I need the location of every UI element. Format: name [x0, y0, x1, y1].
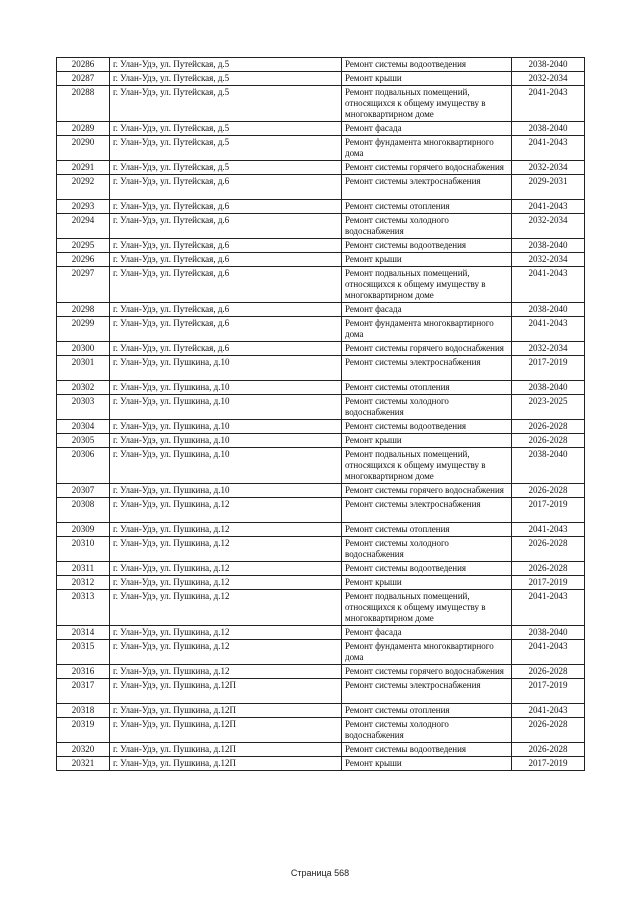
- period-cell: 2038-2040: [512, 303, 585, 317]
- work-type-cell: Ремонт подвальных помещений, относящихся к общему имуществу в многоквартирном доме: [342, 86, 512, 122]
- address-cell: г. Улан-Удэ, ул. Пушкина, д.12: [110, 562, 342, 576]
- work-type-cell: Ремонт системы электроснабжения: [342, 356, 512, 381]
- table-row: [57, 757, 585, 771]
- row-number: 20311: [57, 562, 110, 576]
- address-cell: г. Улан-Удэ, ул. Пушкина, д.10: [110, 434, 342, 448]
- works-table: [56, 57, 585, 771]
- table-row: [57, 590, 585, 626]
- address-cell: г. Улан-Удэ, ул. Пушкина, д.12: [110, 590, 342, 626]
- table-row: [57, 562, 585, 576]
- period-cell: 2038-2040: [512, 239, 585, 253]
- address-cell: г. Улан-Удэ, ул. Пушкина, д.10: [110, 356, 342, 381]
- table-row: [57, 253, 585, 267]
- period-cell: 2038-2040: [512, 58, 585, 72]
- row-number: 20289: [57, 122, 110, 136]
- row-number: 20316: [57, 665, 110, 679]
- period-cell: 2026-2028: [512, 420, 585, 434]
- address-cell: г. Улан-Удэ, ул. Пушкина, д.12: [110, 576, 342, 590]
- row-number: 20288: [57, 86, 110, 122]
- period-cell: 2026-2028: [512, 537, 585, 562]
- table-row: [57, 267, 585, 303]
- row-number: 20320: [57, 743, 110, 757]
- address-cell: г. Улан-Удэ, ул. Пушкина, д.10: [110, 448, 342, 484]
- address-cell: г. Улан-Удэ, ул. Путейская, д.6: [110, 175, 342, 200]
- period-cell: 2038-2040: [512, 122, 585, 136]
- address-cell: г. Улан-Удэ, ул. Путейская, д.6: [110, 253, 342, 267]
- address-cell: г. Улан-Удэ, ул. Путейская, д.6: [110, 200, 342, 214]
- table-row: [57, 86, 585, 122]
- row-number: 20321: [57, 757, 110, 771]
- period-cell: 2041-2043: [512, 704, 585, 718]
- row-number: 20312: [57, 576, 110, 590]
- row-number: 20290: [57, 136, 110, 161]
- row-number: 20286: [57, 58, 110, 72]
- table-row: [57, 743, 585, 757]
- row-number: 20309: [57, 523, 110, 537]
- table-row: [57, 523, 585, 537]
- period-cell: 2038-2040: [512, 448, 585, 484]
- period-cell: 2032-2034: [512, 214, 585, 239]
- table-row: [57, 718, 585, 743]
- work-type-cell: Ремонт фасада: [342, 626, 512, 640]
- work-type-cell: Ремонт фундамента многоквартирного дома: [342, 317, 512, 342]
- table-row: [57, 356, 585, 381]
- work-type-cell: Ремонт системы отопления: [342, 704, 512, 718]
- period-cell: 2026-2028: [512, 743, 585, 757]
- address-cell: г. Улан-Удэ, ул. Путейская, д.5: [110, 86, 342, 122]
- period-cell: 2026-2028: [512, 718, 585, 743]
- work-type-cell: Ремонт крыши: [342, 253, 512, 267]
- table-row: [57, 175, 585, 200]
- row-number: 20292: [57, 175, 110, 200]
- table-row: [57, 122, 585, 136]
- period-cell: 2017-2019: [512, 498, 585, 523]
- period-cell: 2038-2040: [512, 381, 585, 395]
- row-number: 20303: [57, 395, 110, 420]
- table-row: [57, 576, 585, 590]
- row-number: 20293: [57, 200, 110, 214]
- row-number: 20313: [57, 590, 110, 626]
- work-type-cell: Ремонт системы электроснабжения: [342, 679, 512, 704]
- period-cell: 2032-2034: [512, 161, 585, 175]
- address-cell: г. Улан-Удэ, ул. Пушкина, д.12: [110, 537, 342, 562]
- page-number: Страница 568: [290, 868, 350, 878]
- period-cell: 2041-2043: [512, 523, 585, 537]
- table-row: [57, 161, 585, 175]
- table-row: [57, 484, 585, 498]
- work-type-cell: Ремонт системы горячего водоснабжения: [342, 484, 512, 498]
- table-row: [57, 665, 585, 679]
- row-number: 20315: [57, 640, 110, 665]
- table-row: [57, 303, 585, 317]
- work-type-cell: Ремонт системы холодного водоснабжения: [342, 537, 512, 562]
- row-number: 20295: [57, 239, 110, 253]
- work-type-cell: Ремонт системы водоотведения: [342, 743, 512, 757]
- period-cell: 2041-2043: [512, 267, 585, 303]
- table-row: [57, 200, 585, 214]
- work-type-cell: Ремонт крыши: [342, 757, 512, 771]
- period-cell: 2041-2043: [512, 640, 585, 665]
- address-cell: г. Улан-Удэ, ул. Пушкина, д.12П: [110, 718, 342, 743]
- address-cell: г. Улан-Удэ, ул. Пушкина, д.12: [110, 498, 342, 523]
- work-type-cell: Ремонт системы отопления: [342, 523, 512, 537]
- period-cell: 2026-2028: [512, 434, 585, 448]
- period-cell: 2017-2019: [512, 356, 585, 381]
- address-cell: г. Улан-Удэ, ул. Путейская, д.6: [110, 267, 342, 303]
- address-cell: г. Улан-Удэ, ул. Путейская, д.5: [110, 122, 342, 136]
- table-row: [57, 498, 585, 523]
- work-type-cell: Ремонт системы холодного водоснабжения: [342, 214, 512, 239]
- address-cell: г. Улан-Удэ, ул. Пушкина, д.10: [110, 484, 342, 498]
- period-cell: 2032-2034: [512, 253, 585, 267]
- period-cell: 2032-2034: [512, 342, 585, 356]
- table-row: [57, 239, 585, 253]
- table-row: [57, 395, 585, 420]
- address-cell: г. Улан-Удэ, ул. Пушкина, д.12П: [110, 679, 342, 704]
- row-number: 20304: [57, 420, 110, 434]
- row-number: 20300: [57, 342, 110, 356]
- address-cell: г. Улан-Удэ, ул. Пушкина, д.10: [110, 420, 342, 434]
- address-cell: г. Улан-Удэ, ул. Пушкина, д.12: [110, 523, 342, 537]
- work-type-cell: Ремонт фундамента многоквартирного дома: [342, 640, 512, 665]
- table-row: [57, 72, 585, 86]
- address-cell: г. Улан-Удэ, ул. Пушкина, д.12: [110, 640, 342, 665]
- row-number: 20317: [57, 679, 110, 704]
- row-number: 20302: [57, 381, 110, 395]
- address-cell: г. Улан-Удэ, ул. Путейская, д.5: [110, 58, 342, 72]
- address-cell: г. Улан-Удэ, ул. Путейская, д.6: [110, 239, 342, 253]
- table-row: [57, 58, 585, 72]
- row-number: 20301: [57, 356, 110, 381]
- address-cell: г. Улан-Удэ, ул. Пушкина, д.12П: [110, 743, 342, 757]
- period-cell: 2017-2019: [512, 757, 585, 771]
- table-row: [57, 640, 585, 665]
- period-cell: 2029-2031: [512, 175, 585, 200]
- row-number: 20306: [57, 448, 110, 484]
- work-type-cell: Ремонт подвальных помещений, относящихся к общему имуществу в многоквартирном доме: [342, 448, 512, 484]
- address-cell: г. Улан-Удэ, ул. Пушкина, д.10: [110, 395, 342, 420]
- address-cell: г. Улан-Удэ, ул. Путейская, д.6: [110, 303, 342, 317]
- work-type-cell: Ремонт системы холодного водоснабжения: [342, 718, 512, 743]
- work-type-cell: Ремонт системы водоотведения: [342, 562, 512, 576]
- period-cell: 2041-2043: [512, 317, 585, 342]
- work-type-cell: Ремонт фасада: [342, 122, 512, 136]
- table-row: [57, 317, 585, 342]
- row-number: 20299: [57, 317, 110, 342]
- address-cell: г. Улан-Удэ, ул. Путейская, д.6: [110, 317, 342, 342]
- row-number: 20308: [57, 498, 110, 523]
- table-row: [57, 136, 585, 161]
- period-cell: 2041-2043: [512, 200, 585, 214]
- row-number: 20287: [57, 72, 110, 86]
- work-type-cell: Ремонт фасада: [342, 303, 512, 317]
- address-cell: г. Улан-Удэ, ул. Пушкина, д.12: [110, 665, 342, 679]
- address-cell: г. Улан-Удэ, ул. Путейская, д.5: [110, 161, 342, 175]
- row-number: 20294: [57, 214, 110, 239]
- work-type-cell: Ремонт крыши: [342, 72, 512, 86]
- work-type-cell: Ремонт системы холодного водоснабжения: [342, 395, 512, 420]
- address-cell: г. Улан-Удэ, ул. Путейская, д.6: [110, 214, 342, 239]
- work-type-cell: Ремонт системы горячего водоснабжения: [342, 342, 512, 356]
- period-cell: 2032-2034: [512, 72, 585, 86]
- table-row: [57, 679, 585, 704]
- table-row: [57, 214, 585, 239]
- work-type-cell: Ремонт системы водоотведения: [342, 420, 512, 434]
- work-type-cell: Ремонт системы горячего водоснабжения: [342, 161, 512, 175]
- table-row: [57, 434, 585, 448]
- table-body: [57, 58, 585, 771]
- row-number: 20296: [57, 253, 110, 267]
- address-cell: г. Улан-Удэ, ул. Пушкина, д.10: [110, 381, 342, 395]
- work-type-cell: Ремонт системы водоотведения: [342, 239, 512, 253]
- period-cell: 2017-2019: [512, 679, 585, 704]
- row-number: 20318: [57, 704, 110, 718]
- work-type-cell: Ремонт системы электроснабжения: [342, 498, 512, 523]
- address-cell: г. Улан-Удэ, ул. Пушкина, д.12П: [110, 704, 342, 718]
- work-type-cell: Ремонт подвальных помещений, относящихся к общему имуществу в многоквартирном доме: [342, 267, 512, 303]
- row-number: 20307: [57, 484, 110, 498]
- work-type-cell: Ремонт крыши: [342, 576, 512, 590]
- row-number: 20314: [57, 626, 110, 640]
- table-row: [57, 626, 585, 640]
- period-cell: 2026-2028: [512, 665, 585, 679]
- period-cell: 2026-2028: [512, 484, 585, 498]
- row-number: 20319: [57, 718, 110, 743]
- row-number: 20310: [57, 537, 110, 562]
- work-type-cell: Ремонт подвальных помещений, относящихся к общему имуществу в многоквартирном доме: [342, 590, 512, 626]
- table-row: [57, 704, 585, 718]
- address-cell: г. Улан-Удэ, ул. Путейская, д.6: [110, 342, 342, 356]
- address-cell: г. Улан-Удэ, ул. Путейская, д.5: [110, 136, 342, 161]
- work-type-cell: Ремонт системы отопления: [342, 200, 512, 214]
- period-cell: 2041-2043: [512, 136, 585, 161]
- row-number: 20291: [57, 161, 110, 175]
- period-cell: 2041-2043: [512, 86, 585, 122]
- table-row: [57, 342, 585, 356]
- period-cell: 2038-2040: [512, 626, 585, 640]
- period-cell: 2023-2025: [512, 395, 585, 420]
- work-type-cell: Ремонт системы горячего водоснабжения: [342, 665, 512, 679]
- period-cell: 2041-2043: [512, 590, 585, 626]
- row-number: 20305: [57, 434, 110, 448]
- work-type-cell: Ремонт системы электроснабжения: [342, 175, 512, 200]
- table-row: [57, 448, 585, 484]
- address-cell: г. Улан-Удэ, ул. Пушкина, д.12: [110, 626, 342, 640]
- row-number: 20297: [57, 267, 110, 303]
- work-type-cell: Ремонт системы водоотведения: [342, 58, 512, 72]
- table-row: [57, 381, 585, 395]
- table-row: [57, 420, 585, 434]
- period-cell: 2017-2019: [512, 576, 585, 590]
- address-cell: г. Улан-Удэ, ул. Пушкина, д.12П: [110, 757, 342, 771]
- address-cell: г. Улан-Удэ, ул. Путейская, д.5: [110, 72, 342, 86]
- work-type-cell: Ремонт системы отопления: [342, 381, 512, 395]
- row-number: 20298: [57, 303, 110, 317]
- period-cell: 2026-2028: [512, 562, 585, 576]
- work-type-cell: Ремонт крыши: [342, 434, 512, 448]
- table-row: [57, 537, 585, 562]
- work-type-cell: Ремонт фундамента многоквартирного дома: [342, 136, 512, 161]
